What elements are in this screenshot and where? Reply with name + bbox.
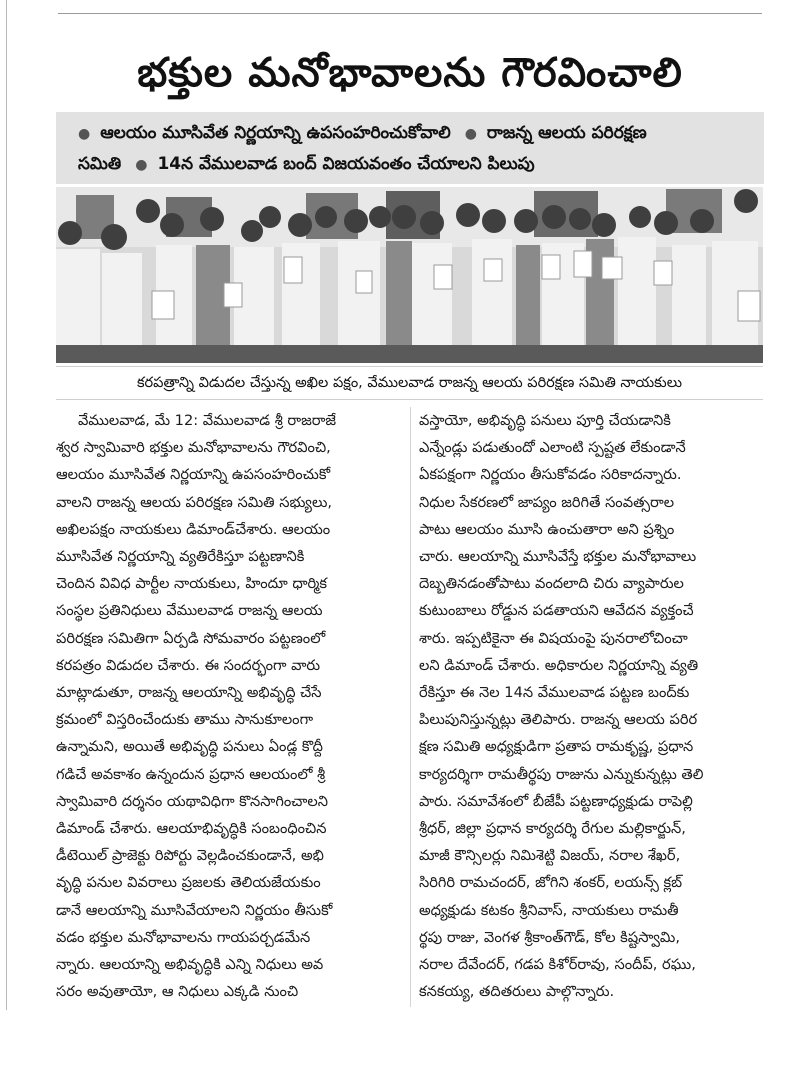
text-line: అధ్యక్షుడు కటకం శ్రీనివాస్, నాయకులు రామతీ xyxy=(419,901,679,919)
text-line: సిరిగిరి రామచందర్, జోగిని శంకర్, లయన్స్ క్లబ్ xyxy=(419,874,683,892)
page-left-rule xyxy=(6,0,7,1010)
column-divider xyxy=(410,407,411,1007)
text-line: స్వామివారి దర్శనం యథావిధిగా కొనసాగించాలని xyxy=(56,792,328,810)
text-line: పిలుపునిస్తున్నట్లు తెలిపారు. రాజన్న ఆలయ పరిర xyxy=(419,711,698,729)
text-line: పరిరక్షణ సమితిగా ఏర్పడి సోమవారం పట్టణంలో xyxy=(56,629,326,647)
text-line: కార్యదర్శిగా రామతీర్థపు రాజును ఎన్నుకున్నట్లు తెలి xyxy=(419,765,704,783)
photo-caption: కరపత్రాన్ని విడుదల చేస్తున్న అఖిల పక్షం, వేములవాడ రాజన్న ఆలయ పరిరక్షణ సమితి నాయకులు xyxy=(56,366,763,400)
subhead-point-3: 14న వేములవాడ బంద్ విజయవంతం చేయాలని పిలుపు xyxy=(157,154,535,174)
text-line: దెబ్బతినడంతోపాటు వందలాది చిరు వ్యాపారుల xyxy=(419,575,684,593)
article-text-left xyxy=(56,407,400,1005)
subhead-point-2b: సమితి xyxy=(78,154,122,174)
text-line: మాట్లాడుతూ, రాజన్న ఆలయాన్ని అభివృద్ధి చేసే xyxy=(56,684,322,702)
text-line: శ్వర స్వామివారి భక్తుల మనోభావాలను గౌరవించి, xyxy=(56,439,331,457)
bullet-icon: ● xyxy=(78,126,91,142)
text-line: ఉన్నామని, అయితే అభివృద్ధి పనులు ఏండ్ల కొద్దీ xyxy=(56,738,323,756)
text-line: పారు. సమావేశంలో బీజేపీ పట్టణాధ్యక్షుడు రాపెల్లి xyxy=(419,792,693,810)
text-line: ఏకపక్షంగా నిర్ణయం తీసుకోవడం సరికాదన్నారు. xyxy=(419,466,682,484)
text-line: మూసివేత నిర్ణయాన్ని వ్యతిరేకిస్తూ పట్టణానికి xyxy=(56,548,305,566)
news-photo xyxy=(56,187,763,363)
text-line: కనకయ్య, తదితరులు పాల్గొన్నారు. xyxy=(419,983,615,1001)
subhead-point-2a: రాజన్న ఆలయ పరిరక్షణ xyxy=(486,123,647,143)
text-line: క్షణ సమితి అధ్యక్షుడిగా ప్రతాప రామకృష్ణ, ప్రధాన xyxy=(419,738,694,756)
text-line: నరాల దేవేందర్, గడప కిశోర్‌రావు, సందీప్, రఘు, xyxy=(419,956,696,974)
subhead-line-2 xyxy=(78,149,756,180)
text-line: డీటెయిల్ ప్రాజెక్టు రిపోర్టు వెల్లడించకుండానే, అభి xyxy=(56,847,324,865)
text-line: అఖిలపక్షం నాయకులు డిమాండ్‌చేశారు. ఆలయం xyxy=(56,520,331,538)
subhead-line-1 xyxy=(78,118,756,149)
text-line: శ్రీధర్, జిల్లా ప్రధాన కార్యదర్శి రేగుల మల్లికార్జున్, xyxy=(419,820,686,838)
text-line: పాటు ఆలయం మూసి ఉంచుతారా అని ప్రశ్నిం xyxy=(419,520,675,538)
text-line: మాజీ కౌన్సిలర్లు నిమిశెట్టి విజయ్, నరాల శేఖర్, xyxy=(419,847,681,865)
bullet-icon: ● xyxy=(464,126,477,142)
text-line: కరపత్రం విడుదల చేశారు. ఈ సందర్భంగా వారు xyxy=(56,656,321,674)
text-line: వడం భక్తుల మనోభావాలను గాయపర్చడమేన xyxy=(56,928,311,946)
text-line: ఆలయం మూసివేత నిర్ణయాన్ని ఉపసంహరించుకో xyxy=(56,466,331,484)
subheadline-band xyxy=(56,112,764,184)
subhead-point-1: ఆలయం మూసివేత నిర్ణయాన్ని ఉపసంహరించుకోవాలి xyxy=(100,123,451,143)
text-line: శారు. ఇప్పటికైనా ఈ విషయంపై పునరాలోచించా xyxy=(419,629,688,647)
text-line: వేములవాడ, మే 12: వేములవాడ శ్రీ రాజరాజే xyxy=(78,412,337,429)
text-line: క్రమంలో విస్తరించేందుకు తాము సానుకూలంగా xyxy=(56,711,314,729)
text-line: వృద్ధి పనుల వివరాలు ప్రజలకు తెలియజేయకుం xyxy=(56,874,321,892)
text-line: డానే ఆలయాన్ని మూసివేయాలని నిర్ణయం తీసుకో xyxy=(56,901,333,919)
article-column-left xyxy=(56,407,400,1005)
bullet-icon: ● xyxy=(135,157,148,173)
text-line: సంస్థల ప్రతినిధులు వేములవాడ రాజన్న ఆలయ xyxy=(56,602,323,620)
top-divider xyxy=(58,13,762,14)
text-line: చెందిన వివిధ పార్టీల నాయకులు, హిందూ ధార్మిక xyxy=(56,575,328,593)
text-line: ర్థపు రాజు, వెంగళ శ్రీకాంత్‌గౌడ్, కోల కిష్టస్వామి, xyxy=(419,928,681,946)
text-line: న్నారు. ఆలయాన్ని అభివృద్ధికి ఎన్ని నిధులు అవ xyxy=(56,956,324,974)
text-line: ఎన్నేండ్లు పడుతుందో ఎలాంటి స్పష్టత లేకుండానే xyxy=(419,439,686,457)
text-line: వస్తాయో, అభివృద్ధి పనులు పూర్తి చేయడానికి xyxy=(419,412,671,429)
text-line: చారు. ఆలయాన్ని మూసివేస్తే భక్తుల మనోభావాలు xyxy=(419,548,697,566)
text-line: లని డిమాండ్ చేశారు. అధికారుల నిర్ణయాన్ని వ్యతి xyxy=(419,656,699,674)
article-column-right xyxy=(419,407,763,1005)
text-line: సరం అవుతాయో, ఆ నిధులు ఎక్కడి నుంచి xyxy=(56,983,299,1001)
text-line: రేకిస్తూ ఈ నెల 14న వేములవాడ పట్టణ బంద్‌కు xyxy=(419,684,690,702)
article-headline: భక్తుల మనోభావాలను గౌరవించాలి xyxy=(137,50,683,96)
article-text-right xyxy=(419,407,763,1005)
text-line: వాలని రాజన్న ఆలయ పరిరక్షణ సమితి సభ్యులు, xyxy=(56,493,333,511)
text-line: నిధుల సేకరణలో జాప్యం జరిగితే సంవత్సరాల xyxy=(419,493,675,511)
text-line: డిమాండ్ చేశారు. ఆలయాభివృద్ధికి సంబంధించిన xyxy=(56,820,327,838)
text-line: గడిచే అవకాశం ఉన్నందున ప్రధాన ఆలయంలో శ్రీ xyxy=(56,765,326,783)
text-line: కుటుంబాలు రోడ్డున పడతాయని ఆవేదన వ్యక్తంచే xyxy=(419,602,694,620)
